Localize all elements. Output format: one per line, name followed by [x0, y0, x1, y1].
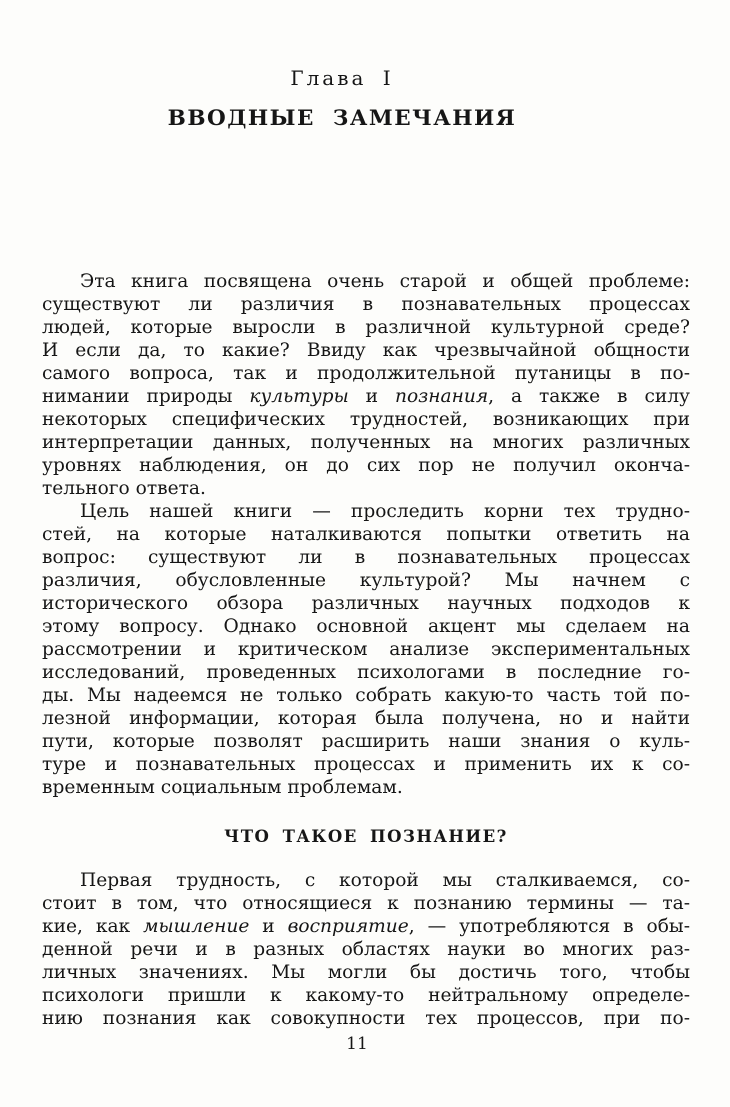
text-segment: психологи пришли к какому-то нейтральному определе-	[42, 985, 690, 1006]
text-segment: Эта книга посвящена очень старой и общей проблеме:	[80, 271, 690, 292]
text-segment: ды. Мы надеемся не только собрать какую-то часть той по-	[42, 685, 690, 706]
text-segment: самого вопроса, так и продолжительной путаницы в по-	[42, 363, 690, 384]
text-line	[42, 615, 690, 638]
text-line	[42, 776, 690, 799]
text-segment: Первая трудность, с которой мы сталкиваемся, со-	[80, 870, 690, 891]
intro-paragraphs	[42, 270, 690, 799]
text-segment: вопрос: существуют ли в познавательных процессах	[42, 547, 690, 568]
text-line	[42, 684, 690, 707]
text-segment: , а также в силу	[488, 386, 690, 407]
text-line	[42, 661, 690, 684]
text-line	[42, 431, 690, 454]
text-line	[42, 638, 690, 661]
text-segment: Цель нашей книги — проследить корни тех трудно-	[80, 501, 690, 522]
text-line	[42, 270, 690, 293]
text-segment: и	[249, 916, 288, 937]
text-line	[42, 592, 690, 615]
text-line	[42, 938, 690, 961]
chapter-label: Глава I	[290, 66, 394, 90]
text-segment: различия, обусловленные культурой? Мы начнем с	[42, 570, 690, 591]
text-line	[42, 385, 690, 408]
text-segment: нимании природы	[42, 386, 250, 407]
text-segment: уровнях наблюдения, он до сих пор не получил оконча-	[42, 455, 690, 476]
text-segment: и	[348, 386, 395, 407]
text-line	[42, 984, 690, 1007]
text-line	[42, 707, 690, 730]
paragraph	[42, 869, 690, 1030]
text-segment: интерпретации данных, полученных на многих различных	[42, 432, 690, 453]
text-line	[42, 961, 690, 984]
text-line	[42, 915, 690, 938]
text-segment: некоторых специфических трудностей, возникающих при	[42, 409, 690, 430]
italic-term: познания	[394, 386, 489, 407]
page-number: 11	[346, 1034, 368, 1054]
text-segment: исторического обзора различных научных подходов к	[42, 593, 690, 614]
text-segment: временным социальным проблемам.	[42, 777, 403, 798]
text-line	[42, 1007, 690, 1030]
text-segment: исследований, проведенных психологами в последние го-	[42, 662, 690, 683]
text-segment: пути, которые позволят расширить наши знания о куль-	[42, 731, 690, 752]
text-segment: людей, которые выросли в различной культурной среде?	[42, 317, 690, 338]
text-line	[42, 523, 690, 546]
text-segment: стоит в том, что относящиеся к познанию термины — та-	[42, 893, 690, 914]
paragraph	[42, 500, 690, 799]
text-line	[42, 408, 690, 431]
text-line	[42, 730, 690, 753]
text-segment: , — употребляются в обы-	[408, 916, 690, 937]
text-segment: стей, на которые наталкиваются попытки ответить на	[42, 524, 690, 545]
italic-term: культуры	[249, 386, 349, 407]
text-line	[42, 362, 690, 385]
text-segment: этому вопросу. Однако основной акцент мы сделаем на	[42, 616, 690, 637]
text-line	[42, 293, 690, 316]
text-segment: рассмотрении и критическом анализе экспериментальных	[42, 639, 690, 660]
text-segment: кие, как	[42, 916, 144, 937]
text-segment: личных значениях. Мы могли бы достичь того, чтобы	[42, 962, 690, 983]
text-line	[42, 500, 690, 523]
section-heading: ЧТО ТАКОЕ ПОЗНАНИЕ?	[224, 827, 508, 846]
text-line	[42, 339, 690, 362]
text-segment: туре и познавательных процессах и применить их к со-	[42, 754, 690, 775]
text-line	[42, 869, 690, 892]
text-line	[42, 477, 690, 500]
chapter-title: ВВОДНЫЕ ЗАМЕЧАНИЯ	[167, 106, 517, 131]
text-line	[42, 753, 690, 776]
text-line	[42, 569, 690, 592]
text-line	[42, 546, 690, 569]
text-segment: лезной информации, которая была получена, но и найти	[42, 708, 690, 729]
text-segment: И если да, то какие? Ввиду как чрезвычайной общности	[42, 340, 690, 361]
text-block	[42, 270, 690, 1030]
paragraph	[42, 270, 690, 500]
text-segment: тельного ответа.	[42, 478, 206, 499]
text-line	[42, 892, 690, 915]
text-segment: существуют ли различия в познавательных процессах	[42, 294, 690, 315]
text-line	[42, 316, 690, 339]
text-segment: нию познания как совокупности тех процессов, при по-	[42, 1008, 690, 1029]
italic-term: восприятие	[287, 916, 409, 937]
text-line	[42, 454, 690, 477]
text-segment: денной речи и в разных областях науки во многих раз-	[42, 939, 690, 960]
section-paragraphs	[42, 869, 690, 1030]
italic-term: мышление	[143, 916, 250, 937]
